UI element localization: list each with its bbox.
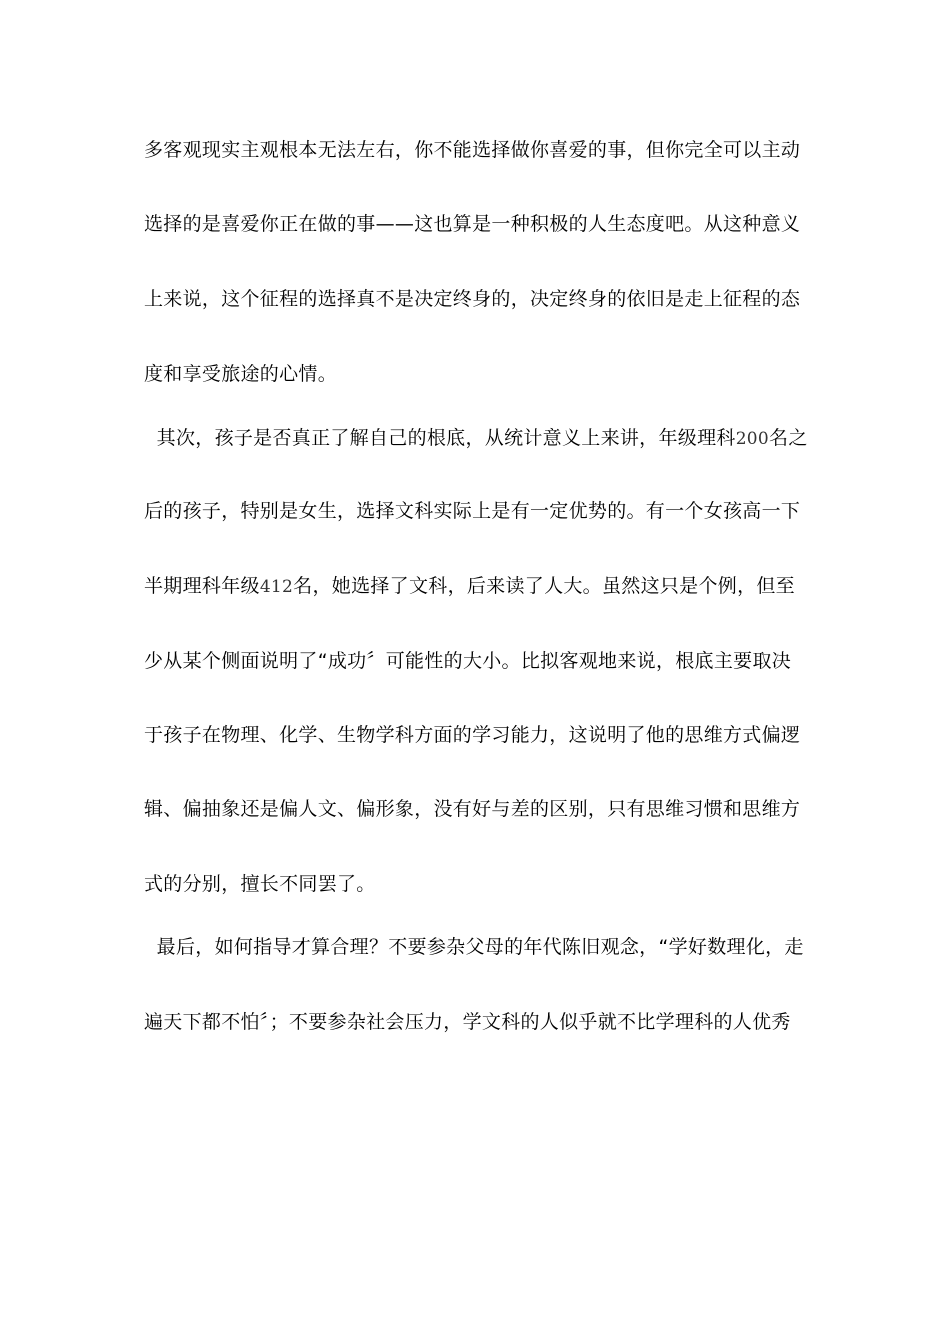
text-segment: 名之 <box>769 427 808 449</box>
number-value: 412 <box>259 577 294 597</box>
text-segment: 名，她选择了文科，后来读了人大。虽然这只是个例，但至 <box>293 575 795 597</box>
text-line: 辑、偏抽象还是偏人文、偏形象，没有好与差的区别，只有思维习惯和思维方 <box>144 798 801 820</box>
text-line: 后的孩子，特别是女生，选择文科实际上是有一定优势的。有一个女孩高一下 <box>144 500 801 522</box>
text-segment: 半期理科年级 <box>144 575 260 597</box>
text-line: 多客观现实主观根本无法左右，你不能选择做你喜爱的事，但你完全可以主动 <box>144 139 801 161</box>
text-line: 最后，如何指导才算合理？不要参杂父母的年代陈旧观念，“学好数理化，走 <box>144 936 804 958</box>
text-line <box>144 569 814 603</box>
text-line: 少从某个侧面说明了“成功〞可能性的大小。比拟客观地来说，根底主要取决 <box>144 650 792 672</box>
text-line: 于孩子在物理、化学、生物学科方面的学习能力，这说明了他的思维方式偏逻 <box>144 724 801 746</box>
number-value: 200 <box>735 429 770 449</box>
text-line: 选择的是喜爱你正在做的事——这也算是一种积极的人生态度吧。从这种意义 <box>144 213 801 235</box>
text-line <box>144 421 814 455</box>
text-line: 式的分别，擅长不同罢了。 <box>144 873 376 895</box>
text-line: 度和享受旅途的心情。 <box>144 363 338 385</box>
text-line: 遍天下都不怕〞；不要参杂社会压力，学文科的人似乎就不比学理科的人优秀 <box>144 1011 791 1033</box>
text-line: 上来说，这个征程的选择真不是决定终身的，决定终身的依旧是走上征程的态 <box>144 288 801 310</box>
text-segment: 其次，孩子是否真正了解自己的根底，从统计意义上来讲，年级理科 <box>144 427 736 449</box>
